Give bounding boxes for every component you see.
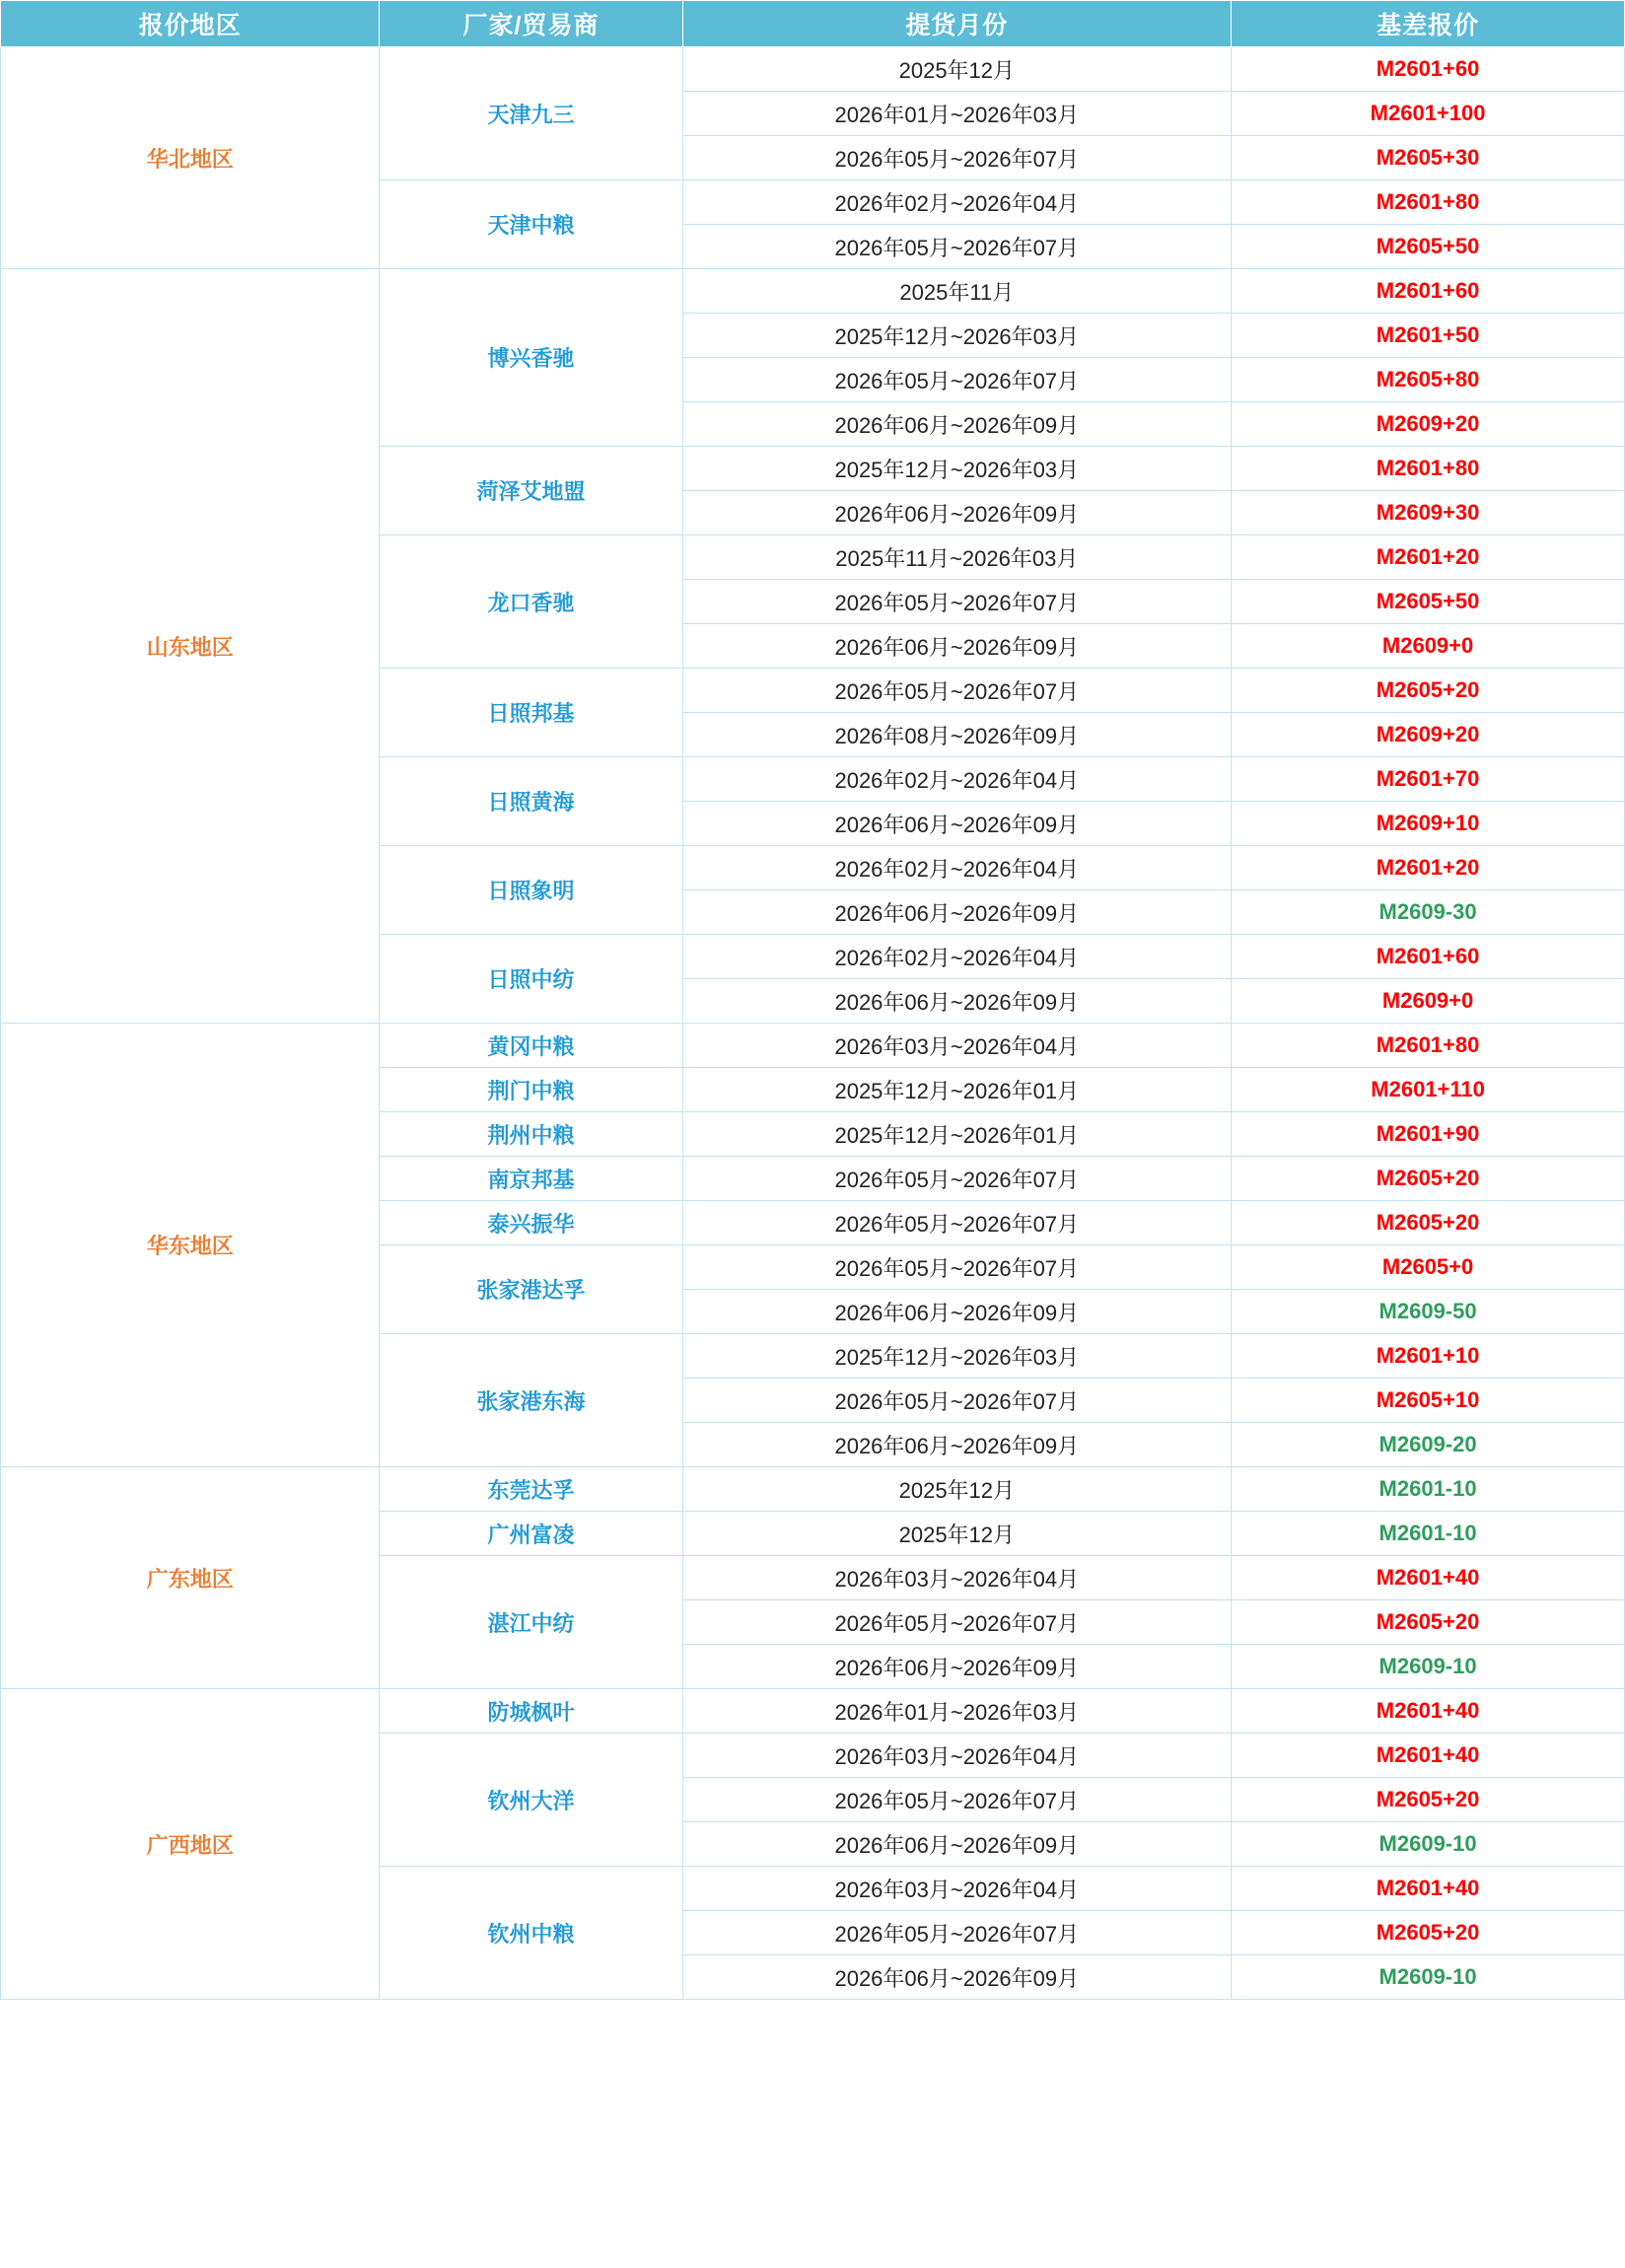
supplier-cell: 东莞达孚 xyxy=(380,1467,682,1512)
basis-quote-cell: M2609-50 xyxy=(1232,1290,1625,1334)
basis-quote-cell: M2601+70 xyxy=(1232,757,1625,802)
basis-quote-cell: M2609-10 xyxy=(1232,1822,1625,1867)
delivery-month-cell: 2026年06月~2026年09月 xyxy=(682,890,1232,935)
basis-quote-cell: M2609+30 xyxy=(1232,491,1625,535)
supplier-cell: 天津中粮 xyxy=(380,180,682,269)
basis-quote-cell: M2609-10 xyxy=(1232,1645,1625,1689)
column-header-month: 提货月份 xyxy=(682,1,1232,47)
supplier-cell: 张家港达孚 xyxy=(380,1245,682,1334)
delivery-month-cell: 2026年01月~2026年03月 xyxy=(682,92,1232,136)
basis-quote-cell: M2605+50 xyxy=(1232,225,1625,269)
basis-quote-cell: M2601+40 xyxy=(1232,1867,1625,1911)
delivery-month-cell: 2026年05月~2026年07月 xyxy=(682,225,1232,269)
basis-quote-cell: M2609-20 xyxy=(1232,1423,1625,1467)
basis-quote-cell: M2609-10 xyxy=(1232,1955,1625,2000)
delivery-month-cell: 2025年12月 xyxy=(682,1467,1232,1512)
delivery-month-cell: 2026年03月~2026年04月 xyxy=(682,1734,1232,1778)
region-cell: 广西地区 xyxy=(1,1689,380,2000)
basis-quote-cell: M2609+0 xyxy=(1232,624,1625,669)
table-row xyxy=(1,47,1625,92)
delivery-month-cell: 2026年06月~2026年09月 xyxy=(682,1955,1232,2000)
basis-quote-cell: M2601+40 xyxy=(1232,1734,1625,1778)
column-header-region: 报价地区 xyxy=(1,1,380,47)
supplier-cell: 湛江中纺 xyxy=(380,1556,682,1689)
basis-quote-cell: M2601+80 xyxy=(1232,180,1625,225)
table-row xyxy=(1,1024,1625,1068)
supplier-cell: 天津九三 xyxy=(380,47,682,180)
supplier-cell: 张家港东海 xyxy=(380,1334,682,1467)
delivery-month-cell: 2025年12月~2026年03月 xyxy=(682,314,1232,358)
delivery-month-cell: 2026年02月~2026年04月 xyxy=(682,180,1232,225)
delivery-month-cell: 2026年03月~2026年04月 xyxy=(682,1867,1232,1911)
supplier-cell: 日照邦基 xyxy=(380,669,682,757)
basis-quote-cell: M2605+20 xyxy=(1232,1157,1625,1201)
table-row xyxy=(1,1467,1625,1512)
basis-quote-cell: M2609+20 xyxy=(1232,402,1625,447)
delivery-month-cell: 2026年05月~2026年07月 xyxy=(682,1911,1232,1955)
delivery-month-cell: 2026年06月~2026年09月 xyxy=(682,1423,1232,1467)
supplier-cell: 日照中纺 xyxy=(380,935,682,1024)
delivery-month-cell: 2026年05月~2026年07月 xyxy=(682,1600,1232,1645)
delivery-month-cell: 2026年06月~2026年09月 xyxy=(682,979,1232,1024)
delivery-month-cell: 2026年05月~2026年07月 xyxy=(682,358,1232,402)
basis-quote-cell: M2605+30 xyxy=(1232,136,1625,180)
supplier-cell: 博兴香驰 xyxy=(380,269,682,447)
delivery-month-cell: 2026年02月~2026年04月 xyxy=(682,935,1232,979)
table-header xyxy=(1,1,1625,47)
table-row xyxy=(1,1689,1625,1734)
supplier-cell: 南京邦基 xyxy=(380,1157,682,1201)
basis-quote-cell: M2605+50 xyxy=(1232,580,1625,624)
basis-quote-cell: M2605+80 xyxy=(1232,358,1625,402)
delivery-month-cell: 2025年11月~2026年03月 xyxy=(682,535,1232,580)
basis-quote-cell: M2605+0 xyxy=(1232,1245,1625,1290)
delivery-month-cell: 2026年05月~2026年07月 xyxy=(682,1157,1232,1201)
delivery-month-cell: 2026年05月~2026年07月 xyxy=(682,1379,1232,1423)
basis-quote-cell: M2601+90 xyxy=(1232,1112,1625,1157)
basis-quote-cell: M2601+110 xyxy=(1232,1068,1625,1112)
delivery-month-cell: 2025年12月~2026年01月 xyxy=(682,1112,1232,1157)
basis-quote-cell: M2601+40 xyxy=(1232,1556,1625,1600)
delivery-month-cell: 2025年12月~2026年03月 xyxy=(682,1334,1232,1379)
supplier-cell: 日照象明 xyxy=(380,846,682,935)
delivery-month-cell: 2025年12月 xyxy=(682,1512,1232,1556)
delivery-month-cell: 2025年11月 xyxy=(682,269,1232,314)
basis-quote-cell: M2601+80 xyxy=(1232,1024,1625,1068)
delivery-month-cell: 2026年03月~2026年04月 xyxy=(682,1556,1232,1600)
delivery-month-cell: 2026年06月~2026年09月 xyxy=(682,491,1232,535)
region-cell: 山东地区 xyxy=(1,269,380,1024)
delivery-month-cell: 2026年05月~2026年07月 xyxy=(682,1201,1232,1245)
supplier-cell: 防城枫叶 xyxy=(380,1689,682,1734)
delivery-month-cell: 2026年02月~2026年04月 xyxy=(682,757,1232,802)
table-body xyxy=(1,47,1625,2000)
basis-quote-cell: M2601+100 xyxy=(1232,92,1625,136)
basis-quote-cell: M2605+20 xyxy=(1232,1600,1625,1645)
delivery-month-cell: 2026年06月~2026年09月 xyxy=(682,1822,1232,1867)
supplier-cell: 菏泽艾地盟 xyxy=(380,447,682,535)
delivery-month-cell: 2026年05月~2026年07月 xyxy=(682,136,1232,180)
supplier-cell: 广州富凌 xyxy=(380,1512,682,1556)
region-cell: 华北地区 xyxy=(1,47,380,269)
basis-quote-cell: M2605+10 xyxy=(1232,1379,1625,1423)
supplier-cell: 钦州大洋 xyxy=(380,1734,682,1867)
basis-quote-cell: M2601+50 xyxy=(1232,314,1625,358)
supplier-cell: 龙口香驰 xyxy=(380,535,682,669)
delivery-month-cell: 2026年06月~2026年09月 xyxy=(682,624,1232,669)
delivery-month-cell: 2026年05月~2026年07月 xyxy=(682,1245,1232,1290)
table-row xyxy=(1,269,1625,314)
region-cell: 广东地区 xyxy=(1,1467,380,1689)
basis-quote-cell: M2601+80 xyxy=(1232,447,1625,491)
basis-quote-cell: M2605+20 xyxy=(1232,1201,1625,1245)
basis-quote-cell: M2605+20 xyxy=(1232,1778,1625,1822)
region-cell: 华东地区 xyxy=(1,1024,380,1467)
delivery-month-cell: 2026年08月~2026年09月 xyxy=(682,713,1232,757)
basis-quote-cell: M2601-10 xyxy=(1232,1467,1625,1512)
delivery-month-cell: 2026年03月~2026年04月 xyxy=(682,1024,1232,1068)
supplier-cell: 荆州中粮 xyxy=(380,1112,682,1157)
basis-quote-cell: M2609+20 xyxy=(1232,713,1625,757)
supplier-cell: 钦州中粮 xyxy=(380,1867,682,2000)
supplier-cell: 泰兴振华 xyxy=(380,1201,682,1245)
delivery-month-cell: 2026年01月~2026年03月 xyxy=(682,1689,1232,1734)
delivery-month-cell: 2025年12月~2026年01月 xyxy=(682,1068,1232,1112)
delivery-month-cell: 2026年02月~2026年04月 xyxy=(682,846,1232,890)
column-header-supplier: 厂家/贸易商 xyxy=(380,1,682,47)
column-header-basis: 基差报价 xyxy=(1232,1,1625,47)
supplier-cell: 日照黄海 xyxy=(380,757,682,846)
delivery-month-cell: 2026年06月~2026年09月 xyxy=(682,402,1232,447)
delivery-month-cell: 2025年12月~2026年03月 xyxy=(682,447,1232,491)
delivery-month-cell: 2026年06月~2026年09月 xyxy=(682,1645,1232,1689)
basis-quote-cell: M2609+0 xyxy=(1232,979,1625,1024)
basis-quote-cell: M2601+10 xyxy=(1232,1334,1625,1379)
basis-quote-cell: M2601+60 xyxy=(1232,935,1625,979)
basis-quote-cell: M2609+10 xyxy=(1232,802,1625,846)
basis-quote-cell: M2601-10 xyxy=(1232,1512,1625,1556)
delivery-month-cell: 2026年05月~2026年07月 xyxy=(682,669,1232,713)
delivery-month-cell: 2026年05月~2026年07月 xyxy=(682,1778,1232,1822)
basis-quote-cell: M2601+20 xyxy=(1232,846,1625,890)
basis-quote-cell: M2601+20 xyxy=(1232,535,1625,580)
basis-quote-cell: M2601+40 xyxy=(1232,1689,1625,1734)
basis-quote-cell: M2601+60 xyxy=(1232,269,1625,314)
basis-quote-cell: M2605+20 xyxy=(1232,1911,1625,1955)
supplier-cell: 荆门中粮 xyxy=(380,1068,682,1112)
delivery-month-cell: 2026年06月~2026年09月 xyxy=(682,1290,1232,1334)
supplier-cell: 黄冈中粮 xyxy=(380,1024,682,1068)
table-header-row xyxy=(1,1,1625,47)
delivery-month-cell: 2026年05月~2026年07月 xyxy=(682,580,1232,624)
delivery-month-cell: 2025年12月 xyxy=(682,47,1232,92)
basis-quote-cell: M2605+20 xyxy=(1232,669,1625,713)
basis-quote-cell: M2609-30 xyxy=(1232,890,1625,935)
delivery-month-cell: 2026年06月~2026年09月 xyxy=(682,802,1232,846)
basis-quote-cell: M2601+60 xyxy=(1232,47,1625,92)
